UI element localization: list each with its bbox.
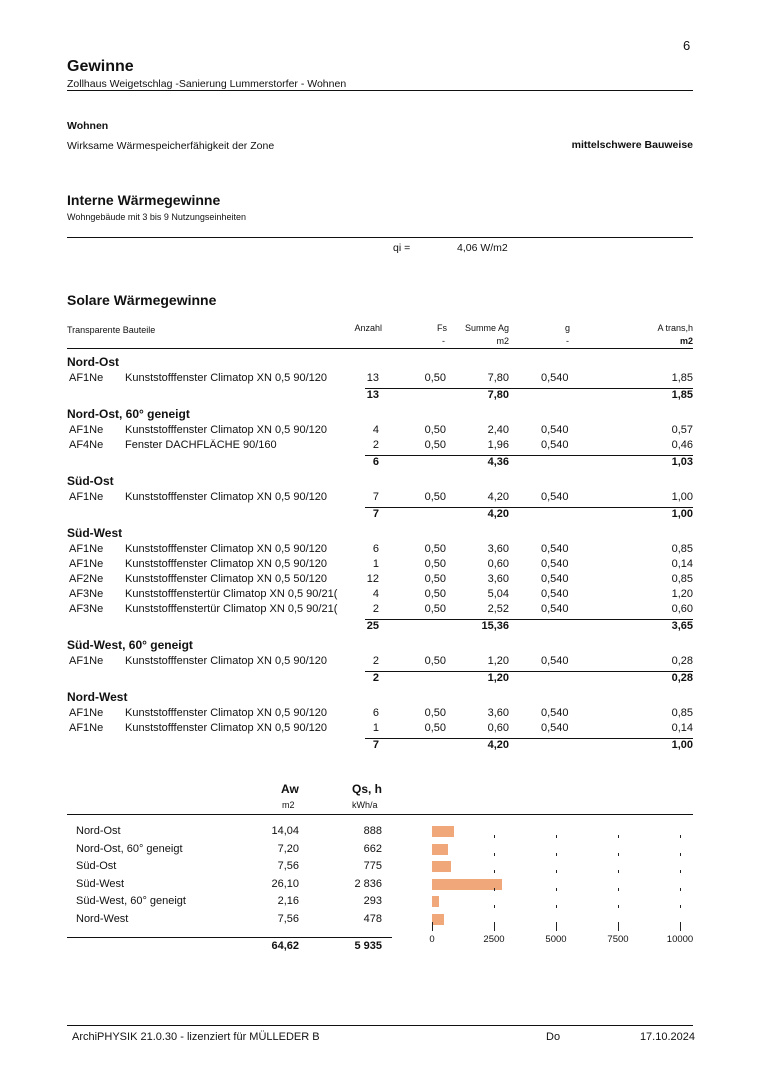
cell-ag: 1,96 [487,439,509,451]
col-header-g-unit: - [566,336,569,346]
table-row [0,603,763,618]
total-atrans: 1,03 [671,456,693,468]
cell-code: AF4Ne [69,439,104,451]
chart-axis-tick [432,922,433,931]
total-count: 6 [372,456,379,468]
summary-aw-value: 7,20 [277,842,299,855]
cell-component: Kunststofffenster Climatop XN 0,5 90/120 [125,722,327,734]
cell-component: Fenster DACHFLÄCHE 90/160 [125,439,277,451]
cell-component: Kunststofffenster Climatop XN 0,5 90/120 [125,655,327,667]
table-header-rule [67,348,693,349]
chart-grid-dot [556,888,557,891]
summary-aw-value: 2,16 [277,895,299,907]
total-count: 7 [372,739,379,751]
cell-g: 0,540 [541,588,569,600]
cell-ag: 0,60 [487,558,509,570]
summary-row [0,878,763,893]
group-total-row [0,739,763,754]
summary-orientation: Süd-West [76,877,125,890]
chart-axis-tick [494,922,495,931]
cell-g: 0,540 [541,655,569,667]
cell-g: 0,540 [541,439,569,451]
chart-axis-tick [680,922,681,931]
cell-code: AF3Ne [69,603,104,615]
total-atrans: 1,00 [671,508,693,520]
summary-qs-value: 775 [363,860,382,872]
chart-tick-label: 0 [429,934,435,945]
chart-bar [432,826,454,837]
internal-gains-heading: Interne Wärmegewinne [67,192,221,208]
cell-g: 0,540 [541,543,569,555]
chart-grid-dot [680,870,681,873]
col-header-fs: Fs [437,323,447,333]
chart-grid-dot [680,905,681,908]
chart-grid-dot [680,835,681,838]
cell-fs: 0,50 [424,655,446,667]
summary-orientation: Nord-Ost [76,825,121,837]
summary-orientation: Süd-West, 60° geneigt [76,895,186,907]
total-ag: 4,20 [487,739,509,751]
cell-ag: 2,52 [487,603,509,615]
chart-grid-dot [556,835,557,838]
summary-qs-value: 662 [363,842,382,855]
chart-grid-dot [494,888,495,891]
cell-component: Kunststofffenster Climatop XN 0,5 90/120 [125,372,327,384]
summary-qs-value: 888 [363,825,382,837]
cell-g: 0,540 [541,707,569,719]
total-atrans: 1,00 [671,739,693,751]
summary-orientation: Nord-Ost, 60° geneigt [76,842,183,855]
chart-grid-dot [618,888,619,891]
summary-aw-value: 7,56 [277,912,299,925]
cell-component: Kunststofffenster Climatop XN 0,5 90/120 [125,558,327,570]
chart-bar [432,861,451,872]
total-ag: 4,20 [487,508,509,520]
group-heading: Nord-Ost, 60° geneigt [67,407,190,421]
cell-count: 6 [372,543,379,555]
internal-gains-desc: Wohngebäude mit 3 bis 9 Nutzungseinheiten [67,212,246,222]
chart-grid-dot [618,835,619,838]
summary-orientation: Süd-Ost [76,860,117,872]
cell-ag: 5,04 [487,588,509,600]
summary-row [0,860,763,875]
cell-fs: 0,50 [424,588,446,600]
total-count: 7 [372,508,379,520]
summary-aw-value: 26,10 [271,877,299,890]
chart-grid-dot [494,835,495,838]
table-row [0,424,763,439]
cell-code: AF1Ne [69,372,104,384]
table-row [0,372,763,387]
summary-row [0,843,763,858]
cell-g: 0,540 [541,424,569,436]
cell-fs: 0,50 [424,722,446,734]
summary-qs-value: 2 836 [354,877,382,890]
cell-atrans: 1,85 [671,372,693,384]
cell-g: 0,540 [541,558,569,570]
cell-ag: 3,60 [487,573,509,585]
cell-fs: 0,50 [424,543,446,555]
cell-count: 1 [372,558,379,570]
summary-aw-value: 14,04 [271,825,299,837]
summary-aw-total: 64,62 [271,940,299,952]
chart-grid-dot [494,905,495,908]
cell-code: AF1Ne [69,655,104,667]
chart-grid-dot [556,853,557,856]
cell-fs: 0,50 [424,424,446,436]
page-title: Gewinne [67,58,134,75]
cell-component: Kunststofffenster Climatop XN 0,5 50/120 [125,573,327,585]
zone-storage-value: mittelschwere Bauweise [571,139,693,151]
group-heading: Nord-West [67,690,128,704]
cell-count: 4 [372,424,379,436]
cell-atrans: 0,28 [671,655,693,667]
summary-total-rule [67,937,392,938]
cell-component: Kunststofffenster Climatop XN 0,5 90/120 [125,543,327,555]
cell-fs: 0,50 [424,603,446,615]
cell-atrans: 0,14 [671,558,693,570]
group-heading: Süd-West, 60° geneigt [67,638,193,652]
cell-ag: 3,60 [487,543,509,555]
table-row [0,655,763,670]
table-row [0,588,763,603]
total-ag: 15,36 [481,620,509,632]
total-count: 25 [366,620,379,632]
cell-code: AF1Ne [69,558,104,570]
table-row [0,573,763,588]
col-header-ag-unit: m2 [496,336,509,346]
chart-grid-dot [494,870,495,873]
total-ag: 7,80 [487,389,509,401]
col-header-ag: Summe Ag [464,323,509,333]
cell-ag: 1,20 [487,655,509,667]
project-subtitle: Zollhaus Weigetschlag -Sanierung Lummerstorfer - Wohnen [67,78,347,90]
solar-gains-heading: Solare Wärmegewinne [67,292,217,308]
cell-ag: 3,60 [487,707,509,719]
chart-grid-dot [618,870,619,873]
footer-rule [67,1025,693,1026]
total-atrans: 3,65 [671,620,693,632]
summary-qs-total: 5 935 [354,940,382,952]
chart-axis-tick [556,922,557,931]
cell-ag: 2,40 [487,424,509,436]
zone-storage-label: Wirksame Wärmespeicherfähigkeit der Zone [67,140,275,152]
table-row [0,722,763,737]
group-total-row [0,456,763,471]
col-header-at-unit: m2 [679,336,693,346]
chart-tick-label: 2500 [483,934,505,945]
table-row [0,707,763,722]
cell-count: 12 [366,573,379,585]
group-heading: Süd-Ost [67,474,114,488]
chart-bar [432,914,444,925]
title-rule [67,90,693,91]
chart-bar [432,896,439,907]
table-row [0,558,763,573]
cell-count: 6 [372,707,379,719]
cell-component: Kunststofffenstertür Climatop XN 0,5 90/21( [125,588,338,600]
total-atrans: 1,85 [671,389,693,401]
cell-count: 2 [372,439,379,451]
cell-component: Kunststofffenster Climatop XN 0,5 90/120 [125,424,327,436]
cell-fs: 0,50 [424,491,446,503]
chart-grid-dot [680,853,681,856]
chart-bar [432,879,502,890]
cell-atrans: 0,85 [671,573,693,585]
cell-component: Kunststofffenster Climatop XN 0,5 90/120 [125,491,327,503]
chart-tick-label: 7500 [607,934,629,945]
cell-g: 0,540 [541,491,569,503]
summary-orientation: Nord-West [76,912,129,925]
group-total-row [0,672,763,687]
chart-grid-dot [556,870,557,873]
cell-fs: 0,50 [424,439,446,451]
col-header-g: g [565,323,571,333]
chart-grid-dot [494,853,495,856]
summary-row [0,825,763,840]
cell-code: AF1Ne [69,543,104,555]
table-row [0,491,763,506]
summary-row [0,895,763,910]
chart-grid-dot [556,905,557,908]
cell-atrans: 0,57 [671,424,693,436]
cell-component: Kunststofffenstertür Climatop XN 0,5 90/21( [125,603,338,615]
chart-grid-dot [680,888,681,891]
col-header-bauteile: Transparente Bauteile [67,325,156,335]
cell-fs: 0,50 [424,558,446,570]
summary-qs-value: 478 [363,912,382,925]
cell-atrans: 0,46 [671,439,693,451]
total-atrans: 0,28 [671,672,693,684]
cell-atrans: 1,00 [671,491,693,503]
chart-tick-label: 10000 [666,934,694,945]
cell-count: 2 [372,603,379,615]
summary-qs-unit: kWh/a [352,800,378,810]
group-heading: Süd-West [67,526,123,540]
cell-count: 13 [366,372,379,384]
qi-value: 4,06 W/m2 [457,242,508,254]
cell-ag: 7,80 [487,372,509,384]
cell-fs: 0,50 [424,372,446,384]
cell-code: AF1Ne [69,491,104,503]
group-heading: Nord-Ost [67,355,119,369]
chart-bar [432,844,448,855]
cell-g: 0,540 [541,603,569,615]
zone-name: Wohnen [67,120,109,132]
qi-label: qi = [393,242,411,254]
footer-software: ArchiPHYSIK 21.0.30 - lizenziert für MÜLLEDER B [72,1031,320,1043]
col-header-at: A trans,h [657,323,693,333]
group-total-row [0,389,763,404]
chart-axis-tick [618,922,619,931]
cell-ag: 4,20 [487,491,509,503]
cell-g: 0,540 [541,372,569,384]
group-total-row [0,508,763,523]
cell-fs: 0,50 [424,573,446,585]
cell-code: AF1Ne [69,707,104,719]
summary-aw-value: 7,56 [277,860,299,872]
chart-tick-label: 5000 [545,934,567,945]
cell-count: 2 [372,655,379,667]
total-count: 2 [372,672,379,684]
cell-component: Kunststofffenster Climatop XN 0,5 90/120 [125,707,327,719]
total-count: 13 [366,389,379,401]
cell-atrans: 0,85 [671,707,693,719]
cell-ag: 0,60 [487,722,509,734]
cell-fs: 0,50 [424,707,446,719]
table-row [0,543,763,558]
cell-code: AF3Ne [69,588,104,600]
cell-g: 0,540 [541,573,569,585]
summary-rule [67,814,693,815]
cell-count: 4 [372,588,379,600]
internal-rule [67,237,693,238]
summary-qs-value: 293 [363,895,382,907]
col-header-fs-unit: - [442,336,445,346]
cell-code: AF1Ne [69,424,104,436]
chart-grid-dot [618,853,619,856]
cell-atrans: 0,85 [671,543,693,555]
cell-code: AF2Ne [69,573,104,585]
footer-initials: Do [546,1031,561,1043]
cell-code: AF1Ne [69,722,104,734]
cell-atrans: 0,60 [671,603,693,615]
table-row [0,439,763,454]
cell-count: 7 [372,491,379,503]
summary-row [0,913,763,928]
cell-atrans: 1,20 [671,588,693,600]
cell-g: 0,540 [541,722,569,734]
cell-atrans: 0,14 [671,722,693,734]
summary-aw-label: Aw [281,782,299,796]
total-ag: 4,36 [487,456,509,468]
col-header-anzahl: Anzahl [354,323,382,333]
chart-grid-dot [618,905,619,908]
cell-count: 1 [372,722,379,734]
summary-aw-unit: m2 [282,800,295,810]
total-ag: 1,20 [487,672,509,684]
page-number: 6 [683,38,691,53]
group-total-row [0,620,763,635]
footer-date: 17.10.2024 [639,1031,695,1043]
summary-qs-label: Qs, h [352,782,383,796]
